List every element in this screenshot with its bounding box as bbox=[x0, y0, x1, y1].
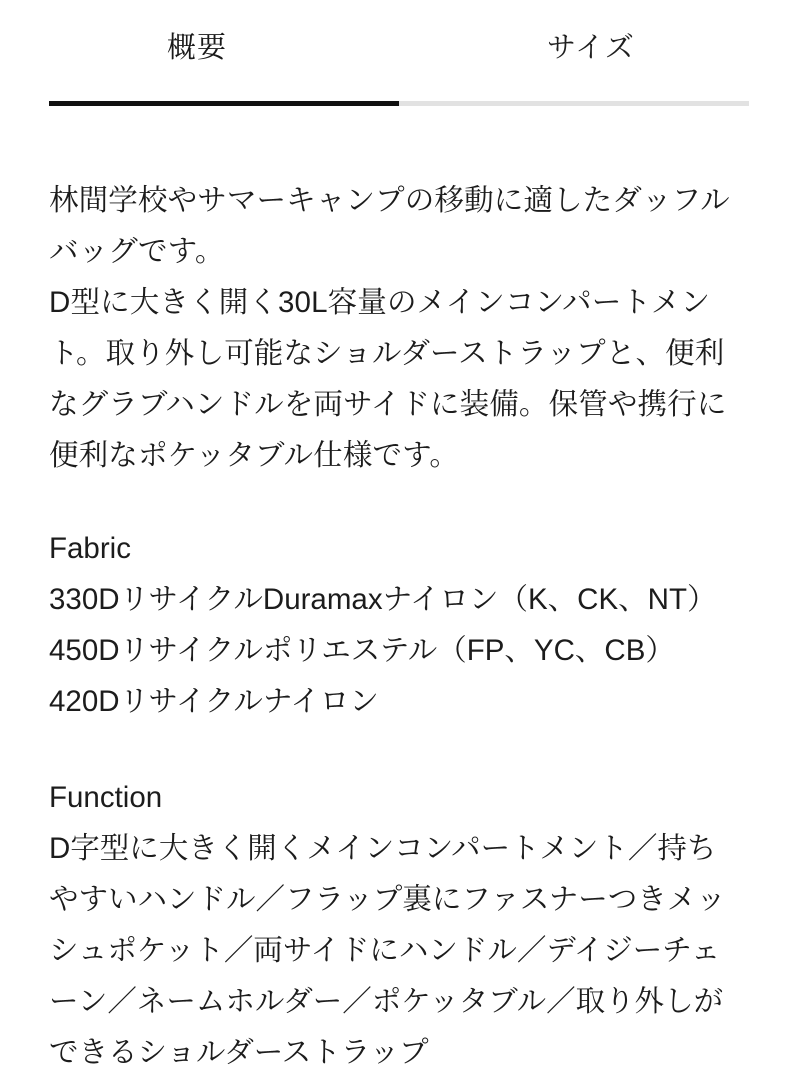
function-text: D字型に大きく開くメインコンパートメント／持ちやすいハンドル／フラップ裏にファスナーつきメッシュポケット／両サイドにハンドル／デイジーチェーン／ネームホルダー／ポケッタブル／取り外しができるショルダーストラップ bbox=[49, 832, 726, 1069]
tab-size[interactable]: サイズ bbox=[546, 32, 636, 64]
function-heading: Function bbox=[49, 781, 163, 814]
overview-content bbox=[0, 175, 788, 1078]
fabric-line-2: 450Dリサイクルポリエステル（FP、YC、CB） bbox=[49, 634, 675, 667]
tab-underline-active bbox=[49, 101, 399, 106]
fabric-heading: Fabric bbox=[49, 532, 131, 565]
tab-bar bbox=[0, 0, 788, 101]
tab-underline bbox=[49, 101, 749, 106]
description-block bbox=[49, 175, 739, 481]
tab-overview[interactable]: 概要 bbox=[166, 32, 228, 64]
tab-underline-inactive bbox=[399, 101, 749, 106]
description-paragraph-2: D型に大きく開く30L容量のメインコンパートメント。取り外し可能なショルダーストラップと、便利なグラブハンドルを両サイドに装備。保管や携行に便利なポケッタブル仕様です。 bbox=[49, 286, 727, 472]
fabric-section bbox=[49, 523, 739, 727]
description-paragraph-1: 林間学校やサマーキャンプの移動に適したダッフルバッグです。 bbox=[49, 184, 730, 268]
function-section bbox=[49, 772, 739, 1078]
fabric-line-1: 330DリサイクルDuramaxナイロン（K、CK、NT） bbox=[49, 583, 717, 616]
fabric-line-3: 420Dリサイクルナイロン bbox=[49, 685, 379, 718]
